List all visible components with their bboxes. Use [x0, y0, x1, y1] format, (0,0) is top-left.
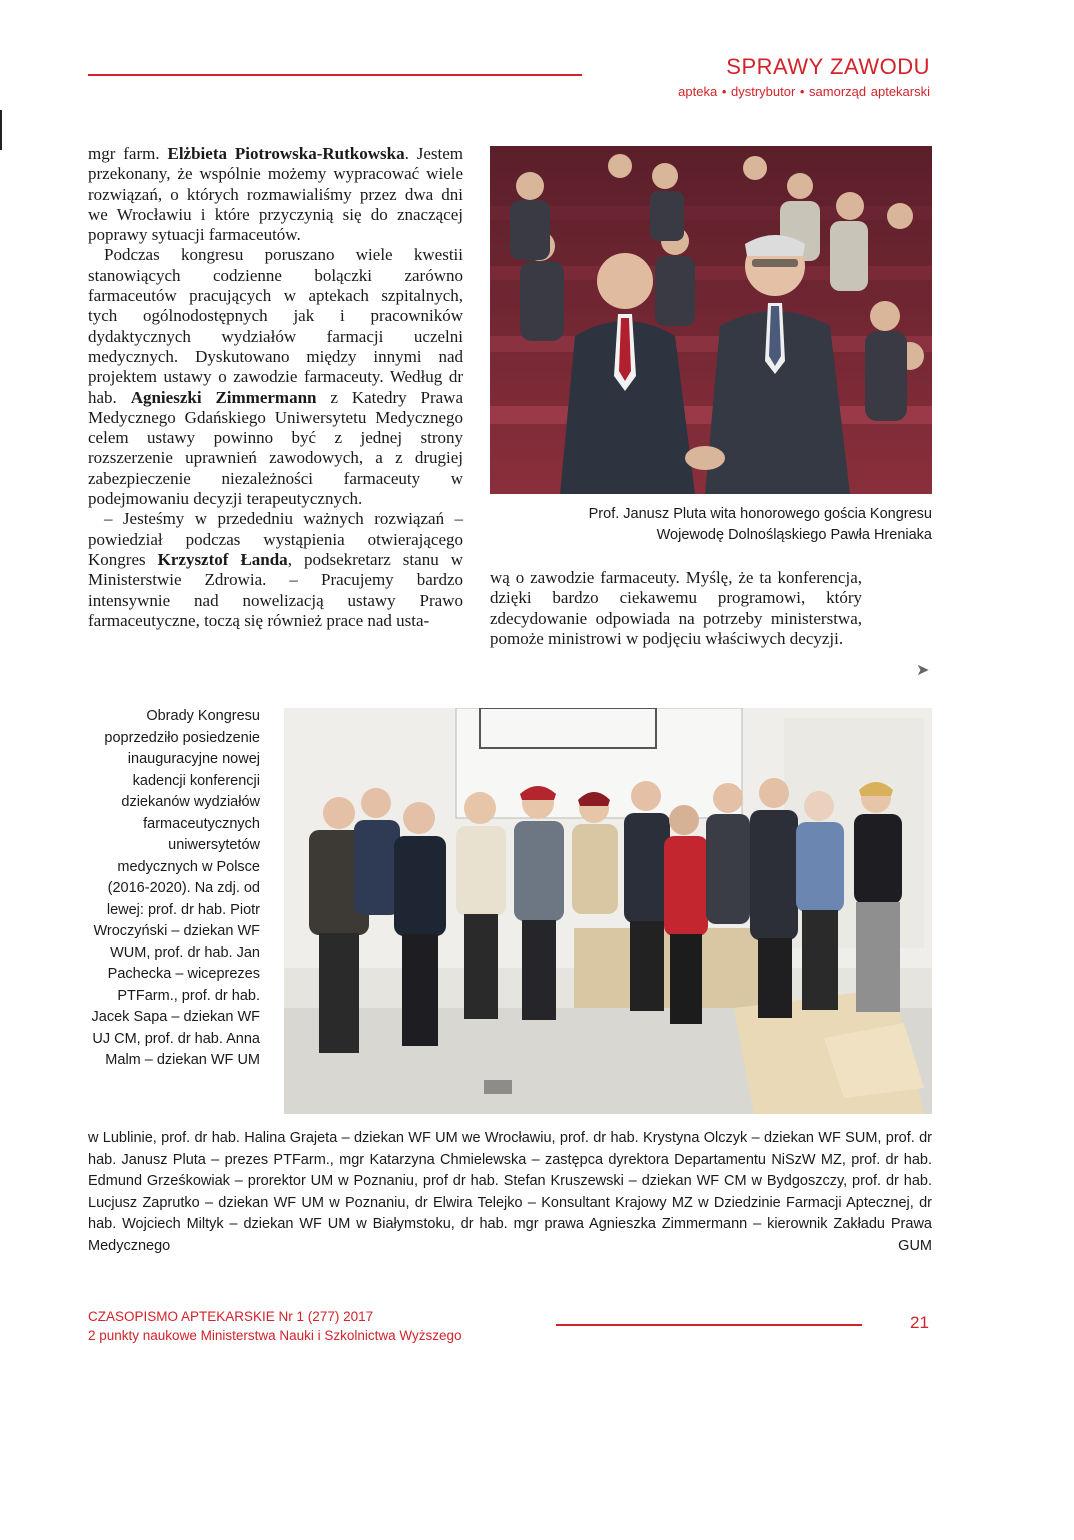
photo-handshake-illustration	[490, 146, 932, 494]
paragraph-1: mgr farm. Elżbieta Piotrowska-Rutkowska. Jestem przekonany, że wspólnie możemy wypracować wiele rozwiązań, o których rozmawialiśmy przez dwa dni we Wrocławiu i które przyczynią się do znaczącej poprawy sytuacji farmaceutów.	[88, 144, 463, 245]
section-subtitle: apteka • dystrybutor • samorząd aptekarski	[678, 84, 930, 99]
photo-group-caption-side: Obrady Kongresu poprzedziło posiedzenie inauguracyjne nowej kadencji konferencji dziekanów wydziałów farmaceutycznych uniwersytetów medycznych w Polsce (2016-2020). Na zdj. od lewej: prof. dr hab. Piotr Wroczyński – dziekan WF WUM, prof. dr hab. Jan Pachecka – wiceprezes PTFarm., prof. dr hab. Jacek Sapa – dziekan WF UJ CM, prof. dr hab. Anna Malm – dziekan WF UM	[91, 708, 260, 1068]
page-number: 21	[910, 1313, 929, 1332]
journal-issue: CZASOPISMO APTEKARSKIE Nr 1 (277) 2017	[88, 1309, 374, 1324]
footer-rule	[556, 1324, 862, 1326]
scan-artefact	[0, 110, 2, 150]
person-name: Elżbieta Piotrowska-Rutkowska	[167, 144, 405, 163]
journal-points: 2 punkty naukowe Ministerstwa Nauki i Szkolnictwa Wyższego	[88, 1328, 462, 1343]
section-title: SPRAWY ZAWODU	[726, 54, 930, 79]
photo-group-illustration	[284, 708, 932, 1114]
article-column-left	[88, 144, 463, 631]
paragraph-2: Podczas kongresu poruszano wiele kwestii stanowiących codzienne bolączki zarówno farmaceutów pracujących w aptekach szpitalnych, tych ogólnodostępnych jak i pracowników dydaktycznych wydziałów farmacji uczelni medycznych. Dyskutowano między innymi nad projektem ustawy o zawodzie farmaceuty. Według dr hab. Agnieszki Zimmermann z Katedry Prawa Medycznego Gdańskiego Uniwersytetu Medycznego celem ustawy powinno być z jednej strony rozszerzenie uprawnień zawodowych, a z drugiej zabezpieczenie niezależności farmaceuty w podejmowaniu decyzji terapeutycznych.	[88, 245, 463, 509]
paragraph-3: – Jesteśmy w przededniu ważnych rozwiązań – powiedział podczas wystąpienia otwierającego Kongres Krzysztof Łanda, podsekretarz stanu w Ministerstwie Zdrowia. – Pracujemy bardzo intensywnie nad nowelizacją ustawy Prawo farmaceutyczne, toczą się również prace nad usta-	[88, 509, 463, 630]
person-name: Krzysztof Łanda	[157, 549, 288, 569]
photo-group	[284, 708, 932, 1114]
photo-group-caption-bottom: w Lublinie, prof. dr hab. Halina Grajeta – dziekan WF UM we Wrocławiu, prof. dr hab. Krystyna Olczyk – dziekan WF SUM, prof. dr hab. Janusz Pluta – prezes PTFarm., mgr Katarzyna Chmielewska – zastępca dyrektora Departamentu NiSzW MZ, prof. dr hab. Edmund Grześkowiak – prorektor UM w Poznaniu, prof dr hab. Stefan Kruszewski – dziekan WF CM w Bydgoszczy, prof. dr hab. Lucjusz Zaprutko – dziekan WF UM w Poznaniu, dr Elwira Telejko – Konsultant Krajowy MZ w Dziedzinie Farmacji Aptecznej, dr hab. Wojciech Miltyk – dziekan WF UM w Białymstoku, dr hab. mgr prawa Agnieszka Zimmermann – kierownik Zakładu Prawa Medycznego GUM	[88, 1130, 932, 1254]
article-column-right: wą o zawodzie farmaceuty. Myślę, że ta konferencja, dzięki bardzo ciekawemu programowi, który zdecydowanie odpowiada na potrzeby ministerstwa, pomoże ministrowi w podjęciu właściwych decyzji.	[490, 568, 862, 648]
header-rule	[88, 74, 582, 76]
photo-handshake-caption: Prof. Janusz Pluta wita honorowego gościa Kongresu Wojewodę Dolnośląskiego Pawła Hreniaka	[588, 506, 932, 543]
photo-handshake	[490, 146, 932, 494]
arrow-right-icon: ➤	[916, 660, 930, 679]
person-name: Agnieszki Zimmermann	[130, 387, 317, 407]
